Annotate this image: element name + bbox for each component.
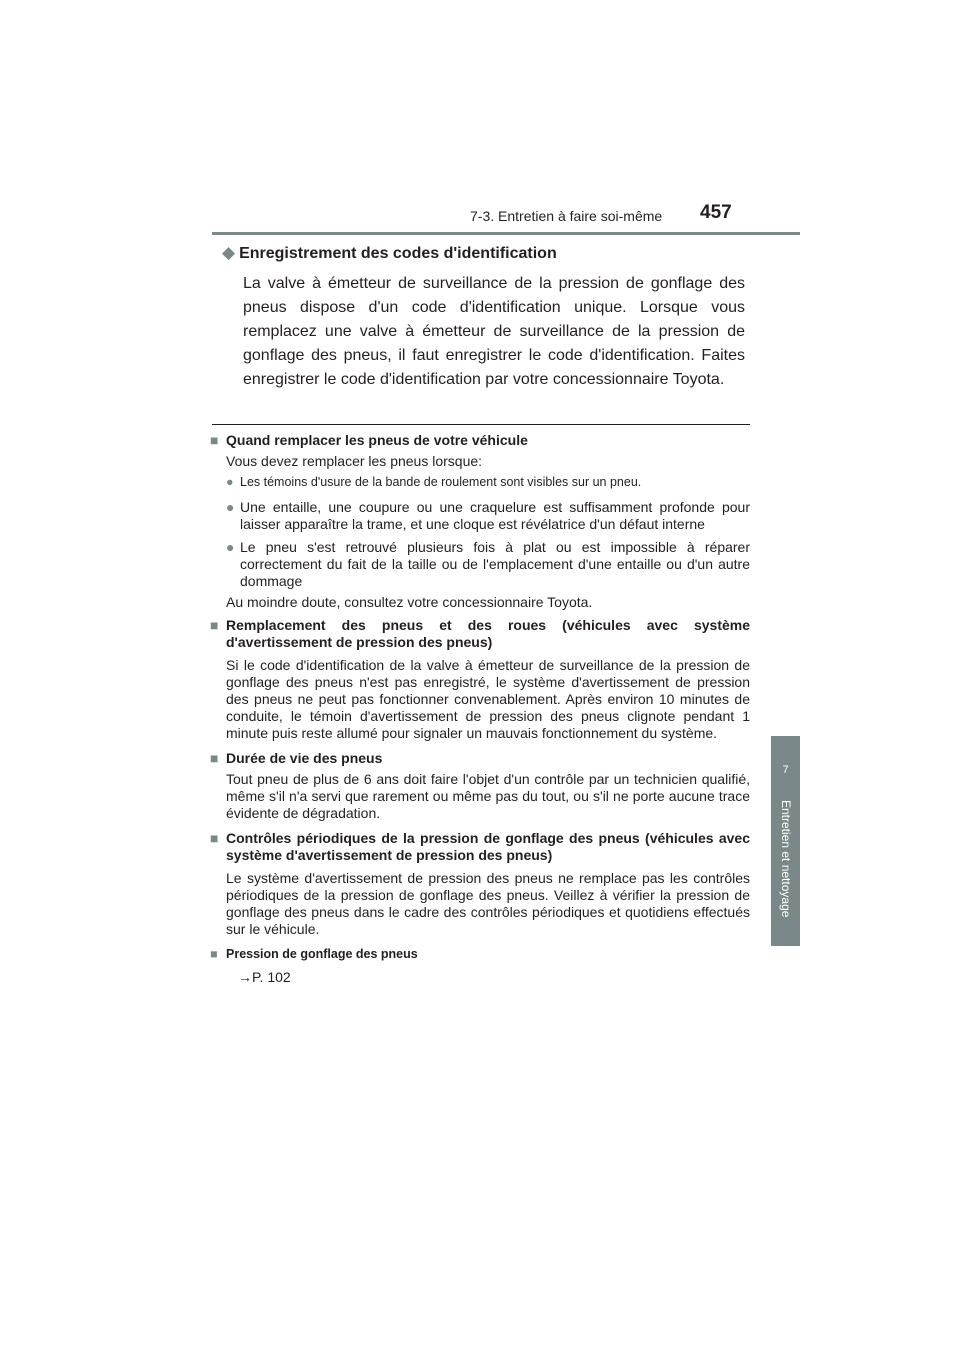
paragraph: Au moindre doute, consultez votre concessionnaire Toyota. (226, 594, 593, 610)
circle-bullet-icon: ● (226, 475, 234, 489)
list-item (226, 539, 750, 590)
section-title: Quand remplacer les pneus de votre véhicule (226, 432, 528, 448)
page-number: 457 (700, 202, 732, 223)
paragraph: Vous devez remplacer les pneus lorsque: (226, 453, 483, 469)
square-bullet-icon: ■ (210, 617, 219, 633)
chapter-label: Entretien et nettoyage (779, 800, 793, 918)
section-title: Remplacement des pneus et des roues (véhicules avec système d'avertissement de pression des pneus) (226, 617, 750, 650)
circle-bullet-icon: ● (226, 499, 235, 515)
box-heading-text: Enregistrement des codes d'identification (239, 245, 557, 262)
section-heading (210, 432, 750, 449)
section-title: Pression de gonflage des pneus (226, 947, 418, 961)
box-body: La valve à émetteur de surveillance de la pression de gonflage des pneus dispose d'un code d'identification unique. Lorsque vous remplacez une valve à émetteur de surveillance de la pression de gonflage des pneus, il faut enregistrer le code d'identification. Faites enregistrer le code d'identification par votre concessionnaire Toyota. (243, 275, 745, 388)
page-reference-link[interactable]: →P. 102 (238, 969, 291, 985)
section-heading (210, 617, 750, 651)
section-heading (210, 946, 750, 963)
list-item-text: Les témoins d'usure de la bande de roulement sont visibles sur un pneu. (240, 475, 642, 489)
box-heading (222, 243, 752, 263)
section-rule (212, 424, 750, 425)
list-item-text: Une entaille, une coupure ou une craquelure est suffisamment profonde pour laisser apparaître la trame, et une cloque est révélatrice d'un défaut interne (240, 499, 750, 532)
paragraph: Le système d'avertissement de pression des pneus ne remplace pas les contrôles périodiques de la pression de gonflage des pneus. Veillez à vérifier la pression de gonflage des pneus dans le cadre des contrôles périodiques et quotidiens effectués sur le véhicule. (226, 870, 750, 937)
section-title: Durée de vie des pneus (226, 750, 383, 766)
circle-bullet-icon: ● (226, 539, 235, 555)
chapter-label-wrap (771, 800, 800, 946)
list-item (226, 499, 750, 533)
square-bullet-icon: ■ (210, 830, 219, 846)
header-rule (212, 232, 800, 235)
list-item-text: Le pneu s'est retrouvé plusieurs fois à plat ou est impossible à réparer correctement du fait de la taille ou de l'emplacement d'une entaille ou d'un autre dommage (240, 539, 750, 589)
square-bullet-icon: ■ (210, 432, 219, 448)
paragraph: Si le code d'identification de la valve à émetteur de surveillance de la pression de gonflage des pneus n'est pas enregistré, le système d'avertissement de pression des pneus ne peut pas fonctionner convenablement. Après environ 10 minutes de conduite, le témoin d'avertissement de pression des pneus clignote pendant 1 minute puis reste allumé pour signaler un mauvais fonctionnement du système. (226, 657, 750, 741)
square-bullet-icon: ■ (210, 750, 219, 766)
section-heading (210, 830, 750, 864)
chapter-number: 7 (782, 764, 789, 776)
notes-content (210, 432, 750, 986)
list-item (226, 474, 750, 491)
section-heading (210, 750, 750, 767)
diamond-icon: ◆ (222, 243, 236, 262)
section-title: Contrôles périodiques de la pression de gonflage des pneus (véhicules avec système d'avertissement de pression des pneus) (226, 830, 750, 863)
paragraph: Tout pneu de plus de 6 ans doit faire l'objet d'un contrôle par un technicien qualifié, même s'il n'a servi que rarement ou même pas du tout, ou s'il ne porte aucune trace évidente de dégradation. (226, 771, 750, 821)
square-bullet-icon: ■ (210, 947, 218, 961)
header-section-title: 7-3. Entretien à faire soi-même (470, 208, 663, 224)
